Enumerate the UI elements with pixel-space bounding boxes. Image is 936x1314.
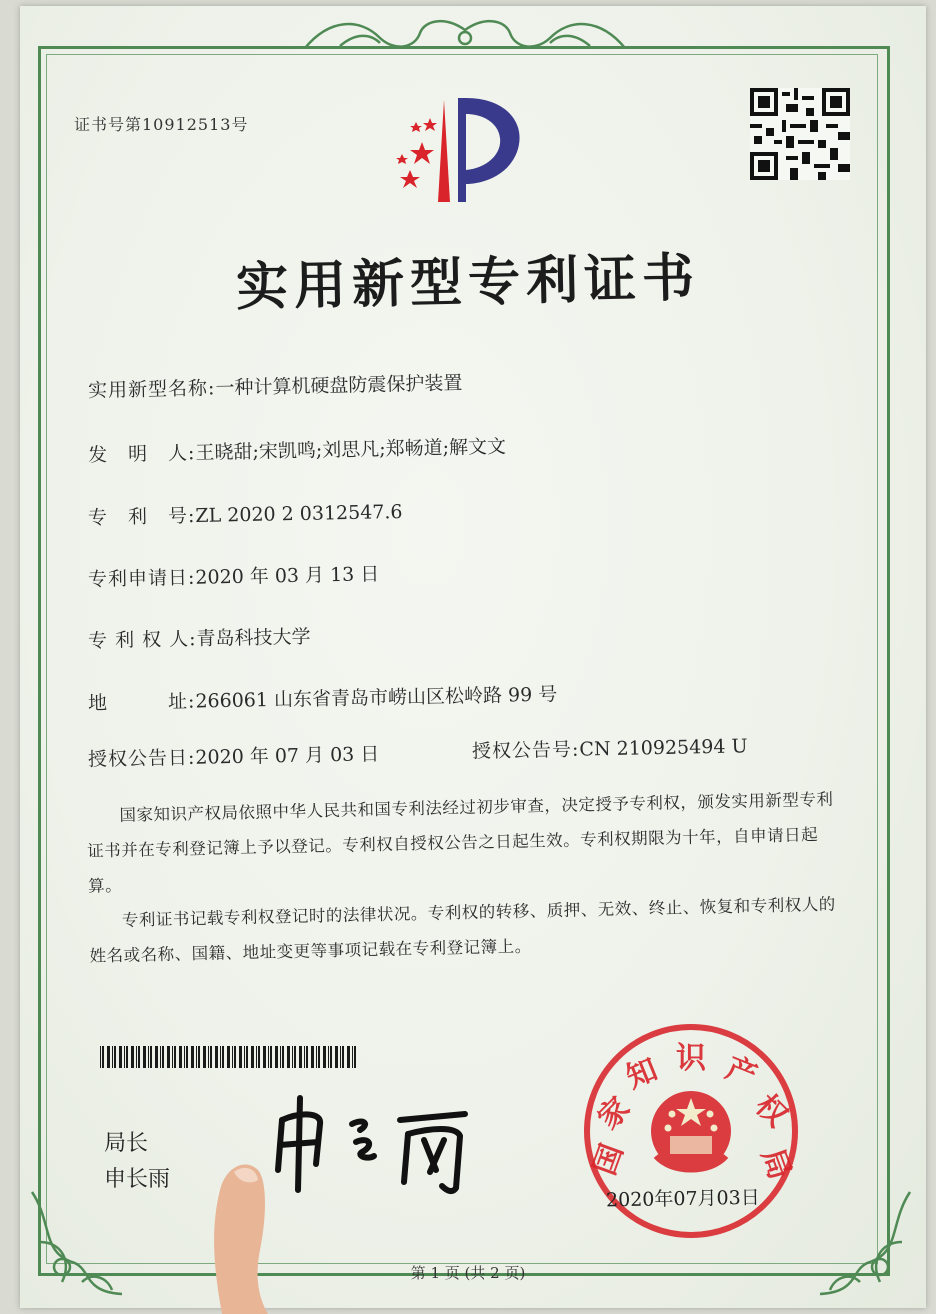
field-value: 青岛科技大学 [196, 625, 311, 651]
patent-office-logo [382, 92, 542, 212]
barcode-bar [150, 1046, 152, 1068]
svg-text:识: 识 [676, 1041, 706, 1076]
field-patentee [88, 622, 311, 653]
barcode-bar [270, 1046, 272, 1068]
barcode-bar [275, 1046, 278, 1068]
barcode-bar [299, 1046, 302, 1068]
barcode-bar [246, 1046, 248, 1068]
barcode-bar [282, 1046, 284, 1068]
barcode-bar [136, 1046, 137, 1068]
barcode-bar [126, 1046, 128, 1068]
seal-date: 2020年07月03日 [605, 1186, 760, 1212]
barcode-bar [138, 1046, 140, 1068]
field-value: 2020 年 07 月 03 日 [195, 743, 380, 769]
barcode-bar [162, 1046, 164, 1068]
barcode-bar [352, 1046, 353, 1068]
field-grant-date [88, 739, 380, 772]
qr-code [750, 88, 850, 180]
barcode-bar [174, 1046, 176, 1068]
barcode-bar [220, 1046, 221, 1068]
barcode-bar [258, 1046, 260, 1068]
barcode-bar [196, 1046, 197, 1068]
barcode [100, 1046, 358, 1068]
barcode-bar [318, 1046, 320, 1068]
barcode-bar [160, 1046, 161, 1068]
barcode-bar [342, 1046, 344, 1068]
barcode-bar [124, 1046, 125, 1068]
barcode-bar [100, 1046, 101, 1068]
body-paragraph-1: 国家知识产权局依照中华人民共和国专利法经过初步审查，决定授予专利权，颁发实用新型专利证书并在专利登记簿上予以登记。专利权自授权公告之日起生效。专利权期限为十年，自申请日起算。 [87, 789, 834, 896]
barcode-bar [107, 1046, 110, 1068]
field-value: CN 210925494 U [579, 735, 748, 761]
barcode-bar [304, 1046, 305, 1068]
barcode-bar [232, 1046, 233, 1068]
svg-text:国: 国 [587, 1139, 631, 1180]
barcode-bar [316, 1046, 317, 1068]
body-paragraph-2: 专利证书记载专利权登记时的法律状况。专利权的转移、质押、无效、终止、恢复和专利权人的姓名或名称、国籍、地址变更等事项记载在专利登记簿上。 [89, 894, 836, 966]
barcode-bar [323, 1046, 326, 1068]
barcode-bar [215, 1046, 218, 1068]
barcode-bar [131, 1046, 134, 1068]
top-ornament [300, 8, 630, 58]
director-title: 局长 [104, 1131, 149, 1156]
field-value: 266061 山东省青岛市崂山区松岭路 99 号 [195, 683, 558, 713]
barcode-bar [186, 1046, 188, 1068]
barcode-bar [244, 1046, 245, 1068]
finger [150, 1150, 310, 1314]
barcode-bar [234, 1046, 236, 1068]
certificate-body-text [86, 781, 850, 973]
field-label: 授权公告日: [87, 746, 196, 771]
barcode-bar [287, 1046, 290, 1068]
barcode-bar [167, 1046, 170, 1068]
barcode-bar [294, 1046, 296, 1068]
field-filing-date [88, 559, 380, 592]
field-value: ZL 2020 2 0312547.6 [195, 500, 403, 527]
bottom-left-ornament [22, 1182, 142, 1302]
barcode-bar [203, 1046, 206, 1068]
field-label: 专利申请日: [87, 566, 196, 591]
barcode-bar [119, 1046, 122, 1068]
field-value: 王晓甜;宋凯鸣;刘思凡;郑畅道;解文文 [195, 435, 507, 465]
field-label: 发 明 人: [87, 442, 196, 467]
barcode-bar [251, 1046, 254, 1068]
svg-text:家: 家 [591, 1090, 638, 1137]
barcode-bar [263, 1046, 266, 1068]
barcode-bar [306, 1046, 308, 1068]
certificate-title: 实用新型专利证书 [235, 247, 701, 318]
svg-text:产: 产 [720, 1050, 762, 1095]
svg-text:局: 局 [754, 1143, 798, 1185]
barcode-bar [354, 1046, 356, 1068]
field-value: 一种计算机硬盘防震保护装置 [215, 372, 463, 400]
barcode-bar [155, 1046, 158, 1068]
barcode-bar [280, 1046, 281, 1068]
barcode-bar [335, 1046, 338, 1068]
bottom-right-ornament [800, 1182, 920, 1302]
barcode-bar [172, 1046, 173, 1068]
barcode-bar [227, 1046, 230, 1068]
field-label: 实用新型名称: [87, 377, 216, 402]
barcode-bar [208, 1046, 209, 1068]
page-number: 第 1 页 (共 2 页) [410, 1264, 526, 1282]
certificate-number: 证书号第10912513号 [74, 115, 249, 134]
field-label: 专 利 号: [87, 504, 196, 530]
barcode-bar [222, 1046, 224, 1068]
barcode-bar [114, 1046, 116, 1068]
barcode-bar [148, 1046, 149, 1068]
barcode-bar [347, 1046, 350, 1068]
field-label: 授权公告号: [471, 738, 580, 763]
field-grant-number [472, 731, 748, 763]
barcode-bar [191, 1046, 194, 1068]
svg-text:知: 知 [621, 1052, 663, 1096]
barcode-bar [292, 1046, 293, 1068]
field-label: 专 利 权 人: [87, 628, 197, 653]
barcode-bar [239, 1046, 242, 1068]
barcode-bar [311, 1046, 314, 1068]
svg-text:权: 权 [748, 1088, 795, 1135]
barcode-bar [102, 1046, 104, 1068]
barcode-bar [256, 1046, 257, 1068]
field-value: 2020 年 03 月 13 日 [195, 563, 380, 589]
barcode-bar [198, 1046, 200, 1068]
barcode-bar [268, 1046, 269, 1068]
barcode-bar [210, 1046, 212, 1068]
barcode-bar [340, 1046, 341, 1068]
barcode-bar [143, 1046, 146, 1068]
barcode-bar [112, 1046, 113, 1068]
director-name: 申长雨 [104, 1167, 171, 1192]
field-label: 地 址: [87, 690, 196, 715]
barcode-bar [330, 1046, 332, 1068]
barcode-bar [328, 1046, 329, 1068]
barcode-bar [184, 1046, 185, 1068]
barcode-bar [179, 1046, 182, 1068]
